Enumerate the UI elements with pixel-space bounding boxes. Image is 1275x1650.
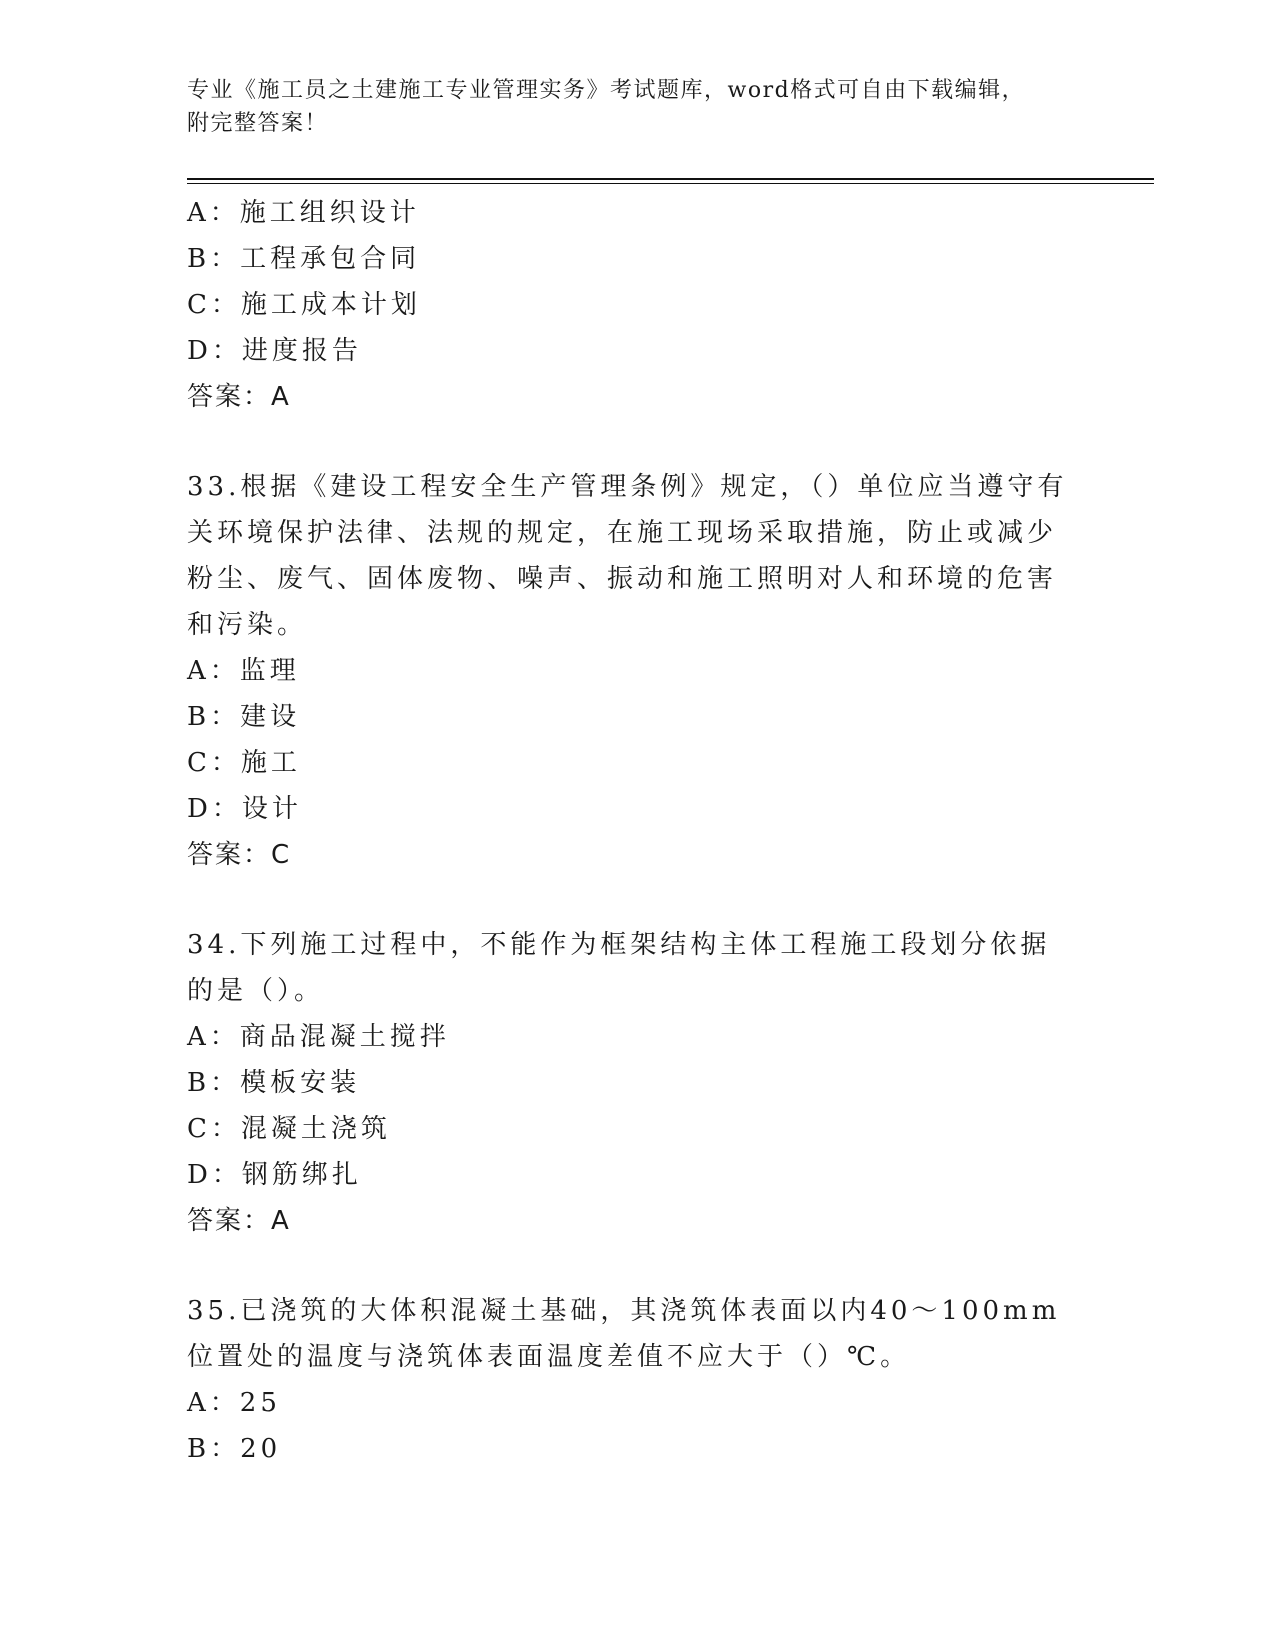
q33-option-b: B：建设	[187, 702, 301, 732]
spacer	[187, 878, 1087, 922]
header-line-1: 专业《施工员之土建施工专业管理实务》考试题库，word格式可自由下载编辑，	[187, 78, 1026, 103]
q34-option-b: B：模板安装	[187, 1068, 361, 1098]
header-line-2: 附完整答案！	[187, 111, 329, 136]
header-divider-thick	[187, 178, 1154, 180]
q33-answer: 答案：C	[187, 840, 292, 870]
q32-option-c: C：施工成本计划	[187, 290, 421, 320]
question-34-block	[187, 922, 1087, 1244]
q33-option-a: A：监理	[187, 656, 300, 686]
q35-question-text: 35.已浇筑的大体积混凝土基础，其浇筑体表面以内40～100mm位置处的温度与浇筑体表面温度差值不应大于（）℃。	[187, 1296, 1061, 1372]
q33-question-text: 33.根据《建设工程安全生产管理条例》规定，（）单位应当遵守有关环境保护法律、法规的规定，在施工现场采取措施，防止或减少粉尘、废气、固体废物、噪声、振动和施工照明对人和环境的危害和污染。	[187, 472, 1068, 640]
question-35-block	[187, 1288, 1087, 1472]
q34-question-text: 34.下列施工过程中，不能作为框架结构主体工程施工段划分依据的是（）。	[187, 930, 1051, 1006]
spacer	[187, 420, 1087, 464]
spacer	[187, 1244, 1087, 1288]
q32-option-d: D：进度报告	[187, 336, 362, 366]
q32-option-a: A：施工组织设计	[187, 198, 420, 228]
q34-option-a: A：商品混凝土搅拌	[187, 1022, 450, 1052]
question-32-block	[187, 190, 1087, 420]
q33-option-c: C：施工	[187, 748, 301, 778]
question-list	[187, 190, 1087, 1472]
q34-option-c: C：混凝土浇筑	[187, 1114, 391, 1144]
q35-option-b: B：20	[187, 1434, 282, 1464]
q33-option-d: D：设计	[187, 794, 302, 824]
q32-option-b: B：工程承包合同	[187, 244, 421, 274]
question-33-block	[187, 464, 1087, 878]
document-header	[187, 74, 1067, 140]
q34-answer: 答案：A	[187, 1206, 291, 1236]
q34-option-d: D：钢筋绑扎	[187, 1160, 362, 1190]
q32-answer: 答案：A	[187, 382, 291, 412]
header-divider-thin	[187, 183, 1154, 184]
q35-option-a: A：25	[187, 1388, 281, 1418]
